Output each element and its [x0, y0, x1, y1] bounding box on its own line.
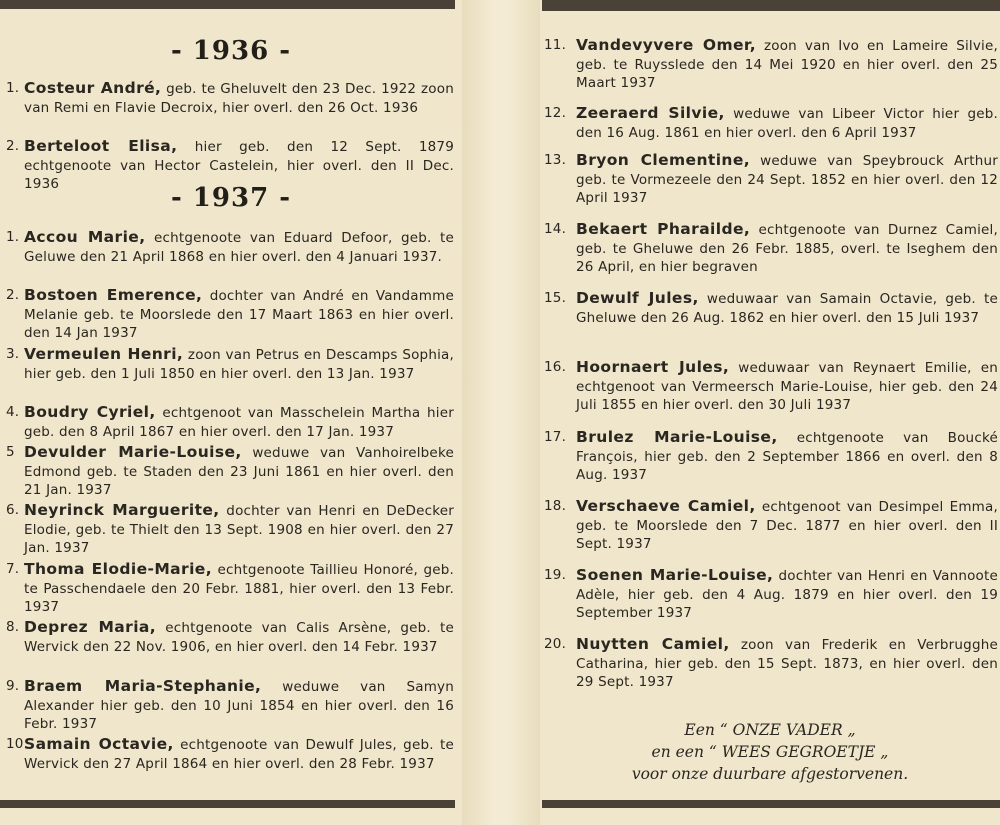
- entry-text: weduwe van Libeer Victor hier geb. den 16 Aug. 1861 en hier overl. den 6 April 1937: [576, 106, 998, 141]
- entry-number: 11.: [544, 37, 567, 53]
- top-rule-right: [542, 0, 1000, 11]
- entry-number: 6.: [6, 502, 20, 518]
- entry-name: Costeur André,: [24, 79, 162, 97]
- entry-text: zoon van Ivo en Lameire Silvie, geb. te Ruysslede den 14 Mei 1920 en hier overl. den 25 Maart 1937: [576, 38, 998, 91]
- entry-number: 14.: [544, 221, 567, 237]
- year-heading-1937: - 1937 -: [170, 183, 292, 213]
- list-item: [6, 501, 454, 558]
- list-item: [544, 289, 998, 327]
- list-item: [544, 220, 998, 277]
- entry-number: 9.: [6, 678, 20, 694]
- entry-text: dochter van Henri en Vannoote Adèle, hier geb. den 4 Aug. 1879 en hier overl. den 19 September 1937: [576, 568, 999, 621]
- entry-number: 18.: [544, 498, 567, 514]
- entry-text: weduwe van Samyn Alexander hier geb. den 10 Juni 1854 en hier overl. den 16 Febr. 1937: [24, 679, 454, 732]
- list-item: [6, 618, 454, 656]
- entry-name: Hoornaert Jules,: [576, 358, 730, 376]
- entry-number: 13.: [544, 152, 567, 168]
- entry-text: zoon van Petrus en Descamps Sophia, hier geb. den 1 Juli 1850 en hier overl. den 13 Jan. 1937: [24, 347, 454, 382]
- entry-text: weduwe van Vanhoirelbeke Edmond geb. te Staden den 23 Juni 1861 en hier overl. den 21 Jan. 1937: [24, 445, 454, 498]
- year-heading-1936: - 1936 -: [170, 36, 292, 66]
- entry-name: Boudry Cyriel,: [24, 403, 156, 421]
- entry-number: 1.: [6, 229, 20, 245]
- list-item: [544, 151, 998, 208]
- entry-number: 2.: [6, 138, 20, 154]
- prayer-line: en een “ WEES GEGROETJE „: [651, 743, 889, 761]
- top-rule-left: [0, 0, 455, 9]
- entry-text: weduwe van Speybrouck Arthur geb. te Vormezeele den 24 Sept. 1852 en hier overl. den 12 April 1937: [576, 153, 999, 206]
- list-item: [6, 443, 454, 500]
- entry-name: Brulez Marie-Louise,: [576, 428, 778, 446]
- entry-number: 17.: [544, 429, 567, 445]
- entry-name: Bekaert Pharailde,: [576, 220, 751, 238]
- entry-name: Deprez Maria,: [24, 618, 157, 636]
- list-item: [6, 677, 454, 734]
- entry-number: 20.: [544, 636, 567, 652]
- entry-name: Nuytten Camiel,: [576, 635, 730, 653]
- entry-number: 2.: [6, 287, 20, 303]
- entry-number: 19.: [544, 567, 567, 583]
- entry-text: echtgenoote Taillieu Honoré, geb. te Passchendaele den 20 Febr. 1881, hier overl. den 13 Febr. 1937: [24, 562, 454, 615]
- entry-name: Vandevyvere Omer,: [576, 36, 756, 54]
- entry-text: dochter van Henri en DeDecker Elodie, geb. te Thielt den 13 Sept. 1908 en hier overl. den 27 Jan. 1937: [24, 503, 454, 556]
- entry-number: 10.: [6, 736, 29, 752]
- prayer-line: voor onze duurbare afgestorvenen.: [631, 765, 909, 783]
- list-item: [6, 79, 454, 117]
- entry-number: 1.: [6, 80, 20, 96]
- entry-text: echtgenoot van Masschelein Martha hier geb. den 8 April 1867 en hier overl. den 17 Jan. 1937: [24, 405, 454, 440]
- entry-number: 5: [6, 444, 15, 460]
- list-item: [6, 228, 454, 266]
- entry-name: Vermeulen Henri,: [24, 345, 184, 363]
- entry-number: 16.: [544, 359, 567, 375]
- entry-name: Devulder Marie-Louise,: [24, 443, 242, 461]
- entry-text: weduwaar van Samain Octavie, geb. te Gheluwe den 26 Aug. 1862 en hier overl. den 15 Juli 1937: [576, 291, 998, 326]
- entry-name: Thoma Elodie-Marie,: [24, 560, 212, 578]
- prayer-request: [540, 719, 1000, 785]
- entry-text: echtgenoote van Calis Arsène, geb. te Wervick den 22 Nov. 1906, en hier overl. den 14 Febr. 1937: [24, 620, 454, 655]
- entry-name: Dewulf Jules,: [576, 289, 699, 307]
- list-item: [6, 286, 454, 343]
- list-item: [544, 497, 998, 554]
- entry-name: Neyrinck Marguerite,: [24, 501, 220, 519]
- entry-name: Berteloot Elisa,: [24, 137, 178, 155]
- entry-text: echtgenoote van Durnez Camiel, geb. te Gheluwe den 26 Febr. 1885, overl. te Iseghem den 26 April, en hier begraven: [576, 222, 998, 275]
- entry-number: 3.: [6, 346, 20, 362]
- entry-name: Bryon Clementine,: [576, 151, 751, 169]
- bottom-rule-right: [542, 800, 1000, 808]
- list-item: [544, 635, 998, 692]
- entry-number: 4.: [6, 404, 20, 420]
- entry-text: zoon van Frederik en Verbrugghe Catharina, hier geb. den 15 Sept. 1873, en hier overl. den 29 Sept. 1937: [576, 637, 998, 690]
- list-item: [544, 428, 998, 485]
- list-item: [544, 36, 998, 93]
- entry-text: echtgenoot van Desimpel Emma, geb. te Moorslede den 7 Dec. 1877 en hier overl. den II Sept. 1937: [576, 499, 998, 552]
- entry-number: 12.: [544, 105, 567, 121]
- page-gutter: [462, 0, 540, 825]
- entry-name: Soenen Marie-Louise,: [576, 566, 774, 584]
- entry-number: 15.: [544, 290, 567, 306]
- bottom-rule-left: [0, 800, 455, 808]
- list-item: [6, 560, 454, 617]
- entry-name: Accou Marie,: [24, 228, 146, 246]
- entry-text: geb. te Gheluvelt den 23 Dec. 1922 zoon van Remi en Flavie Decroix, hier overl. den 26 Oct. 1936: [24, 81, 454, 116]
- entry-text: echtgenoote van Eduard Defoor, geb. te Geluwe den 21 April 1868 en hier overl. den 4 Januari 1937.: [24, 230, 454, 265]
- list-item: [6, 403, 454, 441]
- entry-text: echtgenoote van Dewulf Jules, geb. te Wervick den 27 April 1864 en hier overl. den 28 Febr. 1937: [24, 737, 455, 772]
- entry-text: echtgenoote van Boucké François, hier geb. den 2 September 1866 en overl. den 8 Aug. 1937: [576, 430, 998, 483]
- entry-name: Bostoen Emerence,: [24, 286, 203, 304]
- list-item: [544, 358, 998, 415]
- entry-number: 8.: [6, 619, 20, 635]
- list-item: [6, 735, 454, 773]
- entry-name: Samain Octavie,: [24, 735, 174, 753]
- entry-text: dochter van André en Vandamme Melanie geb. te Moorslede den 17 Maart 1863 en hier overl. den 14 Jan 1937: [24, 288, 454, 341]
- list-item: [544, 104, 998, 142]
- entry-name: Verschaeve Camiel,: [576, 497, 756, 515]
- entry-number: 7.: [6, 561, 20, 577]
- entry-text: hier geb. den 12 Sept. 1879 echtgenoote van Hector Castelein, hier overl. den II Dec. 1936: [24, 139, 454, 192]
- list-item: [544, 566, 998, 623]
- entry-name: Braem Maria-Stephanie,: [24, 677, 262, 695]
- right-page: [540, 0, 1000, 825]
- entry-text: weduwaar van Reynaert Emilie, en echtgenoot van Vermeersch Marie-Louise, hier geb. den 24 Juli 1855 en hier overl. den 30 Juli 1937: [576, 360, 998, 413]
- left-page: [0, 0, 462, 825]
- list-item: [6, 345, 454, 383]
- entry-name: Zeeraerd Silvie,: [576, 104, 725, 122]
- prayer-line: Een “ ONZE VADER „: [684, 721, 856, 739]
